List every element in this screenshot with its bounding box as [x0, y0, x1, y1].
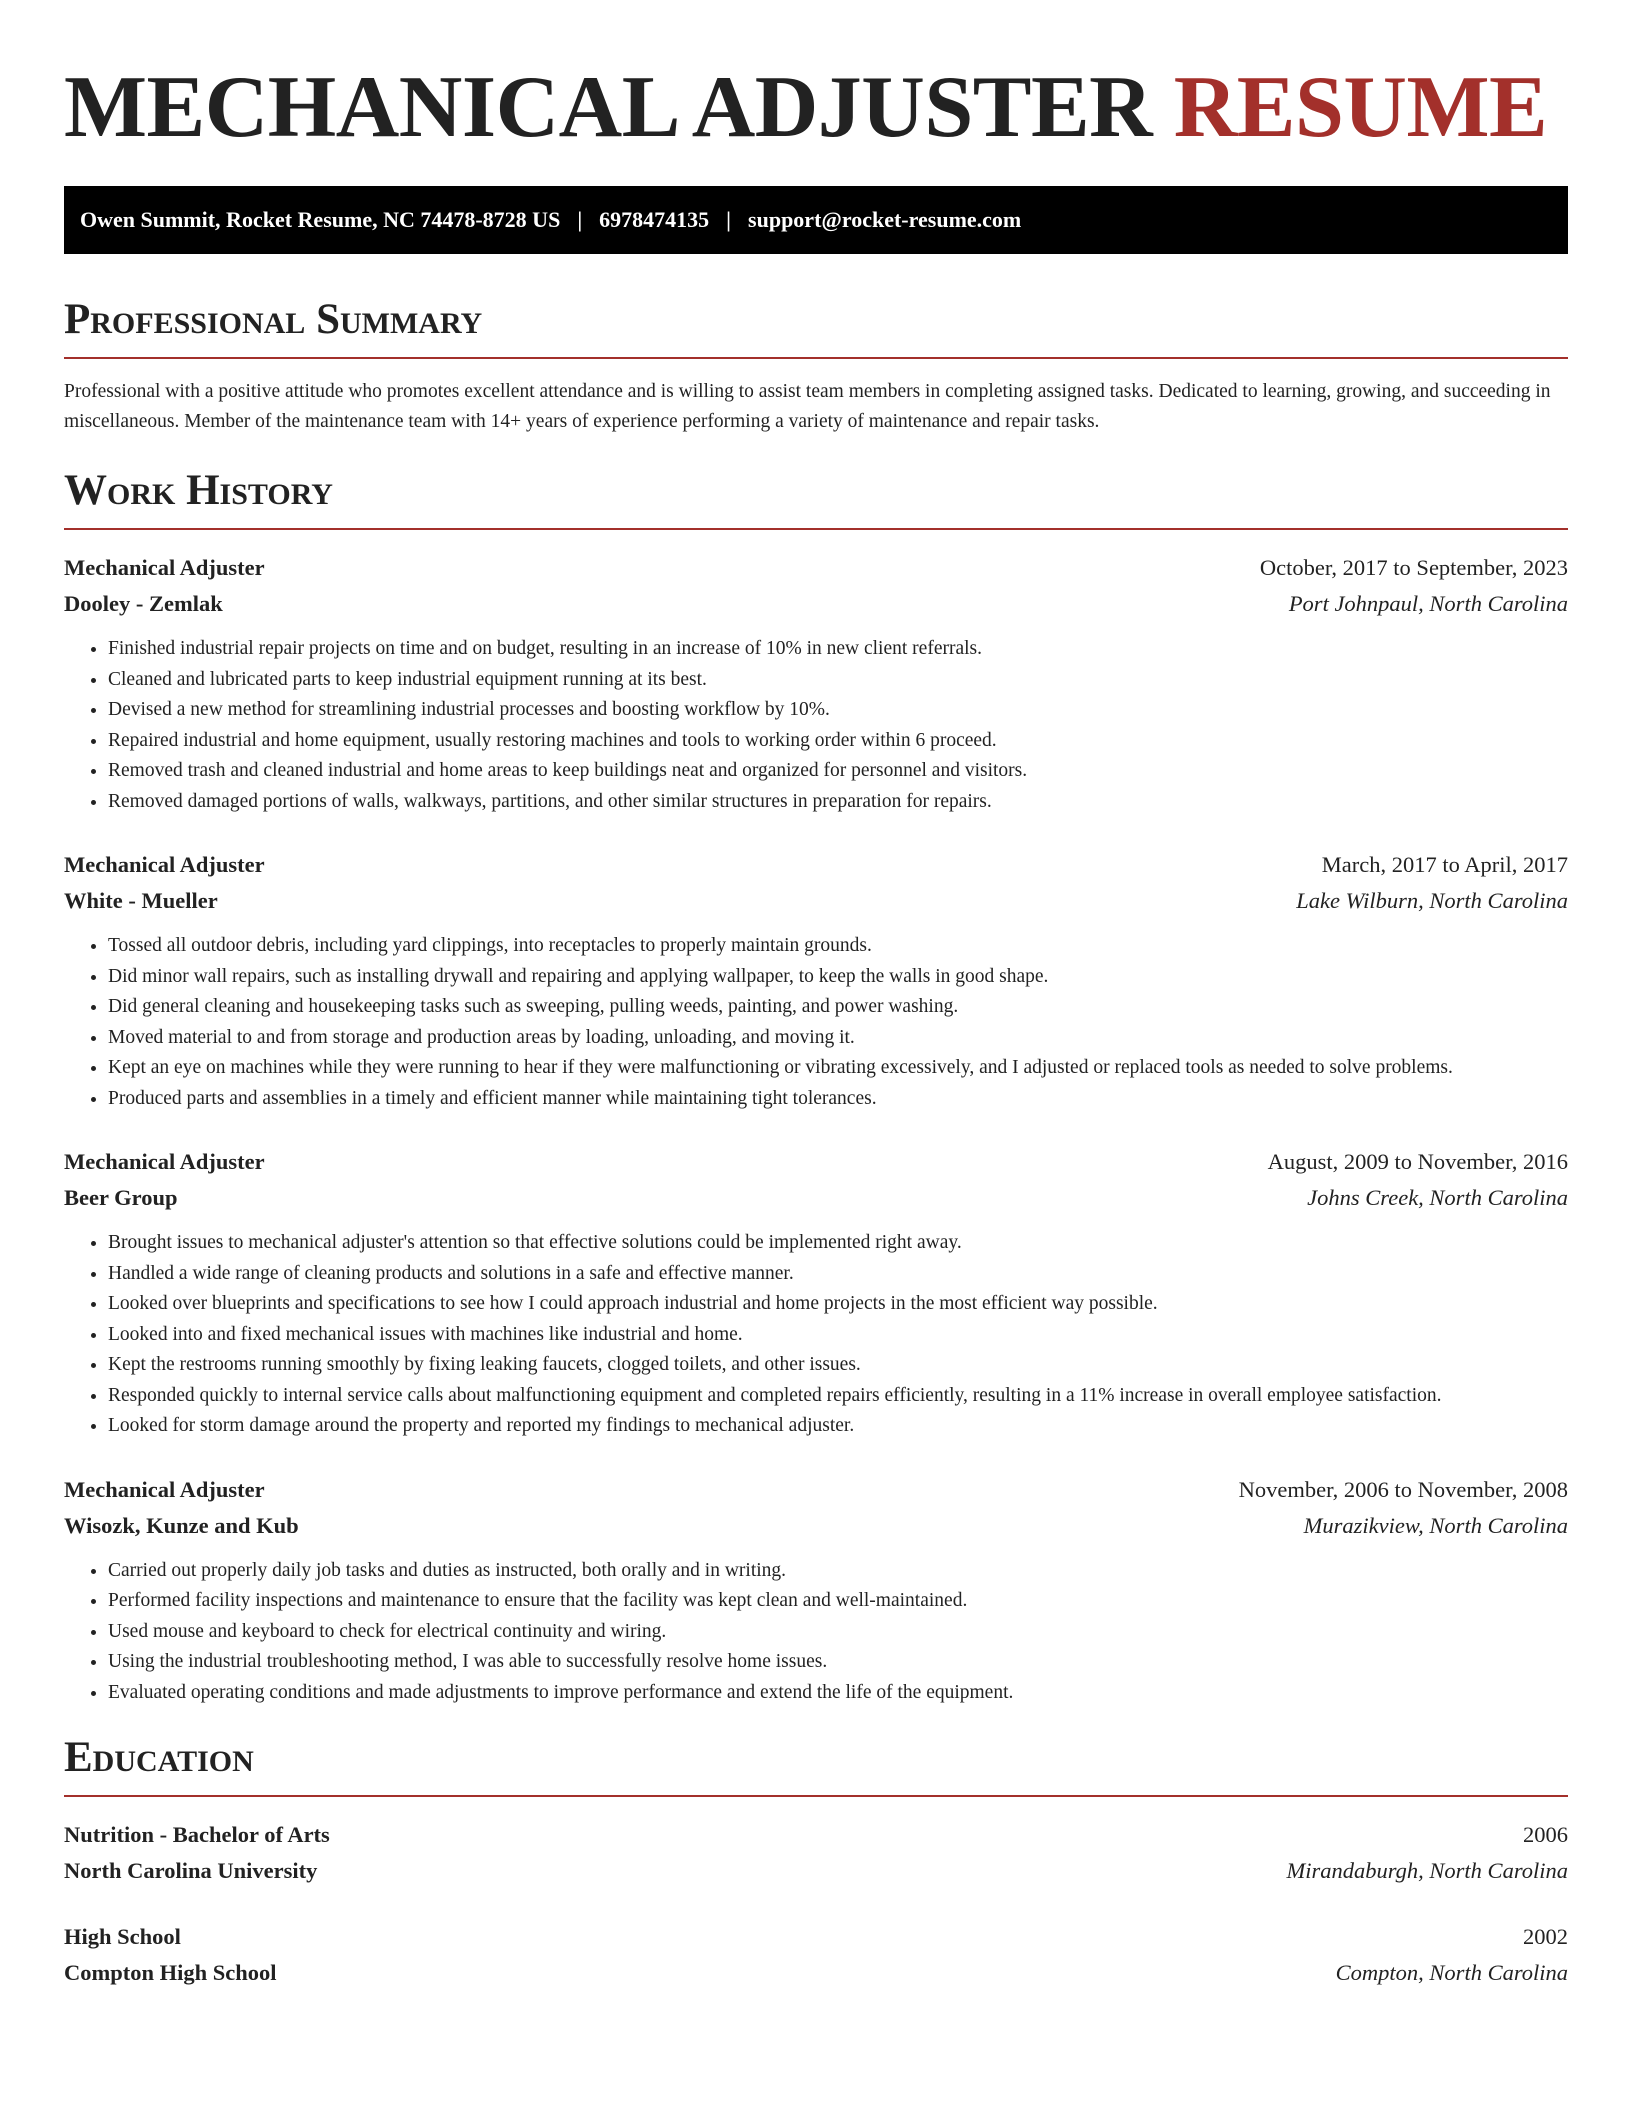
job-bullet: • Kept the restrooms running smoothly by fixing leaking faucets, clogged toilets, and other issues. [108, 1350, 1568, 1381]
job-title: Mechanical Adjuster [64, 1476, 265, 1502]
job-header-row [64, 847, 1568, 883]
contact-separator: | [726, 207, 732, 232]
job-header-row [64, 1144, 1568, 1180]
work-history-heading: Work History [64, 469, 1568, 530]
education-location: Mirandaburgh, North Carolina [1286, 1858, 1568, 1883]
job-employer: Wisozk, Kunze and Kub [64, 1512, 299, 1538]
education-school: Compton High School [64, 1960, 277, 1985]
education-entry [64, 1817, 1568, 1889]
job-employer: Beer Group [64, 1185, 178, 1210]
education-school-row [64, 1853, 1568, 1889]
contact-address: Owen Summit, Rocket Resume, NC 74478-8728 US [80, 207, 561, 232]
job-bullet: • Removed trash and cleaned industrial and home areas to keep buildings neat and organized for personnel and visitors. [108, 756, 1568, 787]
education-degree-row [64, 1919, 1568, 1955]
job-bullet: • Brought issues to mechanical adjuster's attention so that effective solutions could be implemented right away. [108, 1228, 1568, 1259]
job-header-row [64, 550, 1568, 586]
job-location: Lake Wilburn, North Carolina [1296, 888, 1568, 913]
education-year: 2006 [1523, 1822, 1568, 1847]
contact-bar [64, 186, 1568, 254]
job-employer: Dooley - Zemlak [64, 591, 223, 616]
job-bullets [64, 1228, 1568, 1442]
job-entry [64, 1472, 1568, 1709]
education-entry [64, 1919, 1568, 1991]
contact-phone: 6978474135 [599, 207, 710, 232]
job-bullet: • Cleaned and lubricated parts to keep industrial equipment running at its best. [108, 665, 1568, 696]
education-degree-row [64, 1817, 1568, 1853]
job-bullets [64, 634, 1568, 817]
title-accent: RESUME [1173, 59, 1548, 156]
job-employer-row [64, 1180, 1568, 1216]
job-title: Mechanical Adjuster [64, 555, 265, 580]
job-entry [64, 847, 1568, 1114]
job-location: Johns Creek, North Carolina [1307, 1185, 1568, 1210]
education-location: Compton, North Carolina [1335, 1960, 1568, 1985]
title-main: MECHANICAL ADJUSTER [64, 59, 1153, 156]
education-year: 2002 [1523, 1924, 1568, 1949]
job-bullet: • Looked for storm damage around the property and reported my findings to mechanical adjuster. [108, 1411, 1568, 1442]
job-bullet: • Using the industrial troubleshooting method, I was able to successfully resolve home issues. [108, 1647, 1568, 1678]
job-bullet: • Removed damaged portions of walls, walkways, partitions, and other similar structures in preparation for repairs. [108, 787, 1568, 818]
job-bullet: • Evaluated operating conditions and made adjustments to improve performance and extend the life of the equipment. [108, 1678, 1568, 1709]
summary-section [64, 298, 1568, 437]
contact-separator: | [577, 207, 583, 232]
job-employer-row [64, 883, 1568, 919]
job-title: Mechanical Adjuster [64, 1149, 265, 1174]
job-dates: March, 2017 to April, 2017 [1321, 852, 1568, 877]
job-location: Port Johnpaul, North Carolina [1288, 591, 1568, 616]
job-title: Mechanical Adjuster [64, 852, 265, 877]
job-bullet: • Did general cleaning and housekeeping tasks such as sweeping, pulling weeds, painting, and power washing. [108, 992, 1568, 1023]
education-degree: High School [64, 1924, 181, 1949]
job-bullet: • Kept an eye on machines while they were running to hear if they were malfunctioning or vibrating excessively, and I adjusted or replaced tools as needed to solve problems. [108, 1053, 1568, 1084]
job-employer-row [64, 1508, 1568, 1544]
education-school-row [64, 1955, 1568, 1991]
job-bullet: • Used mouse and keyboard to check for electrical continuity and wiring. [108, 1617, 1568, 1648]
job-employer-row [64, 586, 1568, 622]
job-dates: August, 2009 to November, 2016 [1267, 1149, 1568, 1174]
job-bullets [64, 931, 1568, 1114]
education-heading: Education [64, 1736, 1568, 1797]
job-employer: White - Mueller [64, 888, 218, 913]
job-bullet: • Looked over blueprints and specifications to see how I could approach industrial and home projects in the most efficient way possible. [108, 1289, 1568, 1320]
education-section [64, 1736, 1568, 1991]
job-bullet: • Tossed all outdoor debris, including yard clippings, into receptacles to properly maintain grounds. [108, 931, 1568, 962]
job-bullet: • Finished industrial repair projects on time and on budget, resulting in an increase of 10% in new client referrals. [108, 634, 1568, 665]
resume-title [64, 59, 1568, 156]
job-dates: October, 2017 to September, 2023 [1259, 555, 1568, 580]
summary-heading: Professional Summary [64, 298, 1568, 359]
job-bullet: • Produced parts and assemblies in a timely and efficient manner while maintaining tight tolerances. [108, 1084, 1568, 1115]
job-bullet: • Looked into and fixed mechanical issues with machines like industrial and home. [108, 1320, 1568, 1351]
job-bullet: • Did minor wall repairs, such as installing drywall and repairing and applying wallpaper, to keep the walls in good shape. [108, 962, 1568, 993]
job-location: Murazikview, North Carolina [1303, 1512, 1568, 1538]
job-entry [64, 1144, 1568, 1442]
job-bullet: • Repaired industrial and home equipment, usually restoring machines and tools to working order within 6 proceed. [108, 726, 1568, 757]
job-bullet: • Devised a new method for streamlining industrial processes and boosting workflow by 10%. [108, 695, 1568, 726]
job-header-row [64, 1472, 1568, 1508]
job-dates: November, 2006 to November, 2008 [1238, 1476, 1568, 1502]
job-bullet: • Responded quickly to internal service calls about malfunctioning equipment and completed repairs efficiently, resulting in a 11% increase in overall employee satisfaction. [108, 1381, 1568, 1412]
contact-email: support@rocket-resume.com [748, 207, 1022, 232]
education-school: North Carolina University [64, 1858, 318, 1883]
job-entry [64, 550, 1568, 817]
job-bullet: • Performed facility inspections and maintenance to ensure that the facility was kept clean and well-maintained. [108, 1586, 1568, 1617]
education-degree: Nutrition - Bachelor of Arts [64, 1822, 330, 1847]
work-history-section [64, 469, 1568, 1708]
job-bullet: • Handled a wide range of cleaning products and solutions in a safe and effective manner. [108, 1259, 1568, 1290]
job-bullet: • Moved material to and from storage and production areas by loading, unloading, and moving it. [108, 1023, 1568, 1054]
job-bullet: • Carried out properly daily job tasks and duties as instructed, both orally and in writing. [108, 1556, 1568, 1587]
job-bullets [64, 1556, 1568, 1709]
summary-text: Professional with a positive attitude who promotes excellent attendance and is willing to assist team members in completing assigned tasks. Dedicated to learning, growing, and succeeding in miscellaneous. Member of the maintenance team with 14+ years of experience performing a variety of maintenance and repair tasks. [64, 381, 1551, 432]
